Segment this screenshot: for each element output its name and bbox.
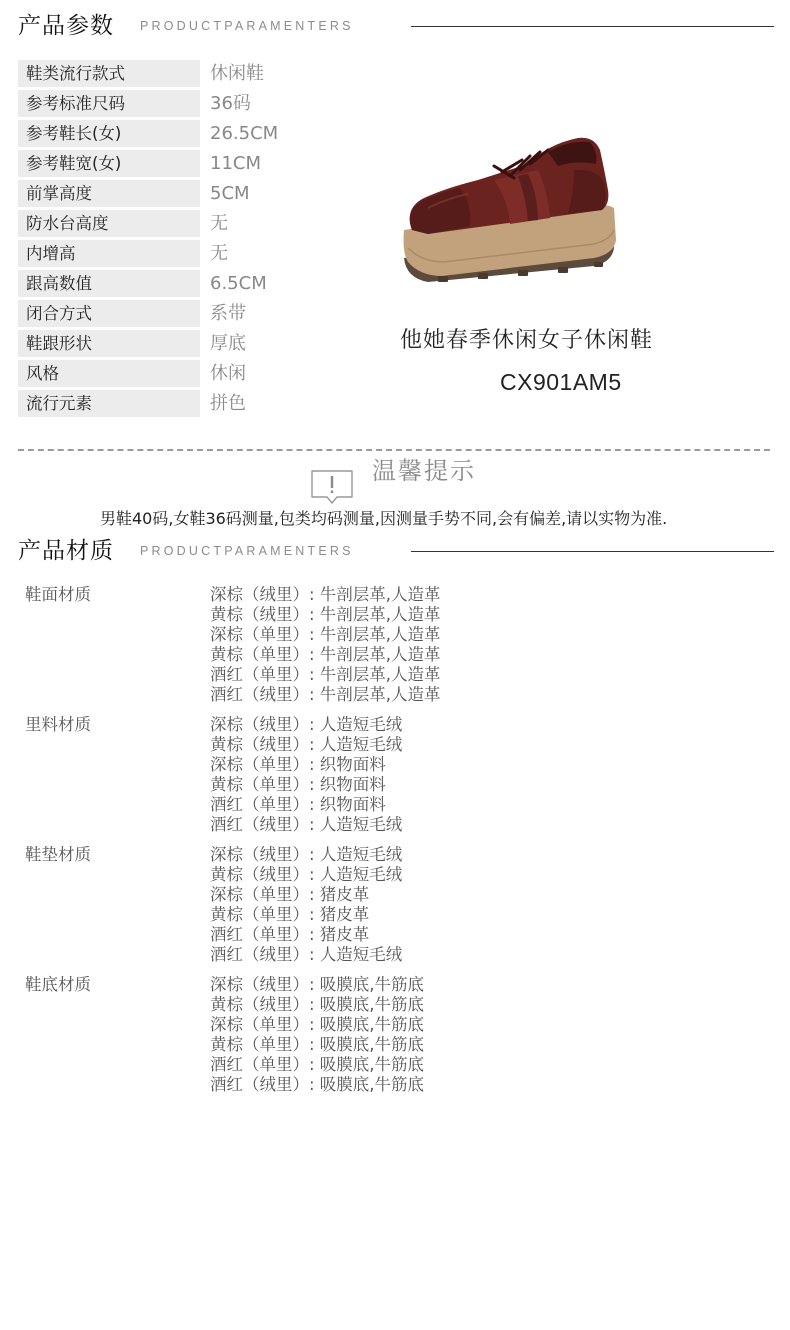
material-line: 酒红（绒里）: 人造短毛绒 — [210, 815, 403, 834]
param-row — [18, 89, 378, 119]
param-value: 无 — [210, 213, 228, 234]
param-row — [18, 329, 378, 359]
param-row — [18, 149, 378, 179]
params-section-subtitle: PRODUCTPARAMENTERS — [140, 19, 354, 33]
params-section-title: 产品参数 — [18, 13, 114, 39]
param-key: 参考鞋宽(女) — [18, 150, 200, 177]
material-label: 里料材质 — [25, 715, 91, 734]
param-value: 11CM — [210, 153, 262, 174]
material-lines — [210, 845, 402, 965]
material-line: 黄棕（单里）: 吸膜底,牛筋底 — [210, 1035, 425, 1054]
material-lines — [210, 585, 441, 705]
param-key: 闭合方式 — [18, 300, 200, 327]
param-value: 休闲鞋 — [210, 63, 264, 84]
param-value: 无 — [210, 243, 228, 264]
param-key: 参考鞋长(女) — [18, 120, 200, 147]
material-lines — [210, 715, 402, 835]
params-section-rule — [411, 26, 774, 27]
param-row — [18, 389, 378, 419]
material-line: 酒红（绒里）: 牛剖层革,人造革 — [210, 685, 441, 704]
material-line: 黄棕（单里）: 织物面料 — [210, 775, 386, 794]
param-key: 跟高数值 — [18, 270, 200, 297]
exclamation-bubble-icon — [310, 469, 354, 505]
param-row — [18, 299, 378, 329]
param-row — [18, 209, 378, 239]
material-line: 黄棕（绒里）: 吸膜底,牛筋底 — [210, 995, 425, 1014]
material-section-header — [18, 531, 774, 571]
param-key: 风格 — [18, 360, 200, 387]
param-value: 26.5CM — [210, 123, 279, 144]
param-key: 鞋跟形状 — [18, 330, 200, 357]
product-code: CX901AM5 — [500, 369, 622, 395]
param-value: 厚底 — [210, 333, 246, 354]
param-row — [18, 269, 378, 299]
material-line: 酒红（绒里）: 人造短毛绒 — [210, 945, 403, 964]
material-label: 鞋面材质 — [25, 585, 91, 604]
product-name: 他她春季休闲女子休闲鞋 — [400, 328, 654, 353]
material-line: 深棕（绒里）: 人造短毛绒 — [210, 845, 403, 864]
material-line: 酒红（单里）: 织物面料 — [210, 795, 386, 814]
notice-title: 温馨提示 — [372, 457, 476, 485]
material-line: 黄棕（绒里）: 人造短毛绒 — [210, 865, 403, 884]
material-line: 深棕（单里）: 织物面料 — [210, 755, 386, 774]
param-value: 休闲 — [210, 363, 246, 384]
material-line: 酒红（单里）: 牛剖层革,人造革 — [210, 665, 441, 684]
param-value: 5CM — [210, 183, 250, 204]
param-value: 拼色 — [210, 393, 246, 414]
material-line: 黄棕（单里）: 牛剖层革,人造革 — [210, 645, 441, 664]
material-line: 深棕（绒里）: 吸膜底,牛筋底 — [210, 975, 425, 994]
param-value: 6.5CM — [210, 273, 267, 294]
material-line: 酒红（绒里）: 吸膜底,牛筋底 — [210, 1075, 425, 1094]
material-line: 深棕（单里）: 猪皮革 — [210, 885, 370, 904]
notice-text: 男鞋40码,女鞋36码测量,包类均码测量,因测量手势不同,会有偏差,请以实物为准. — [100, 509, 668, 528]
material-line: 深棕（绒里）: 人造短毛绒 — [210, 715, 403, 734]
material-line: 黄棕（绒里）: 牛剖层革,人造革 — [210, 605, 441, 624]
material-line: 酒红（单里）: 吸膜底,牛筋底 — [210, 1055, 425, 1074]
param-value: 36码 — [210, 93, 251, 114]
material-lines — [210, 975, 424, 1095]
material-line: 深棕（绒里）: 牛剖层革,人造革 — [210, 585, 441, 604]
material-line: 深棕（单里）: 牛剖层革,人造革 — [210, 625, 441, 644]
param-row — [18, 239, 378, 269]
material-section-subtitle: PRODUCTPARAMENTERS — [140, 544, 354, 558]
material-label: 鞋底材质 — [25, 975, 91, 994]
param-key: 流行元素 — [18, 390, 200, 417]
param-row — [18, 359, 378, 389]
param-key: 前掌高度 — [18, 180, 200, 207]
dashed-divider — [18, 449, 770, 451]
params-section-header — [18, 6, 774, 46]
param-key: 防水台高度 — [18, 210, 200, 237]
param-value: 系带 — [210, 303, 246, 324]
param-key: 内增高 — [18, 240, 200, 267]
material-line: 深棕（单里）: 吸膜底,牛筋底 — [210, 1015, 425, 1034]
param-key: 参考标准尺码 — [18, 90, 200, 117]
params-table — [18, 59, 378, 419]
material-label: 鞋垫材质 — [25, 845, 91, 864]
param-key: 鞋类流行款式 — [18, 60, 200, 87]
param-row — [18, 179, 378, 209]
material-section-title: 产品材质 — [18, 538, 114, 564]
material-line: 酒红（单里）: 猪皮革 — [210, 925, 370, 944]
platform-sneaker-image — [398, 130, 630, 298]
param-row — [18, 119, 378, 149]
material-line: 黄棕（绒里）: 人造短毛绒 — [210, 735, 403, 754]
param-row — [18, 59, 378, 89]
material-line: 黄棕（单里）: 猪皮革 — [210, 905, 370, 924]
material-section-rule — [411, 551, 774, 552]
